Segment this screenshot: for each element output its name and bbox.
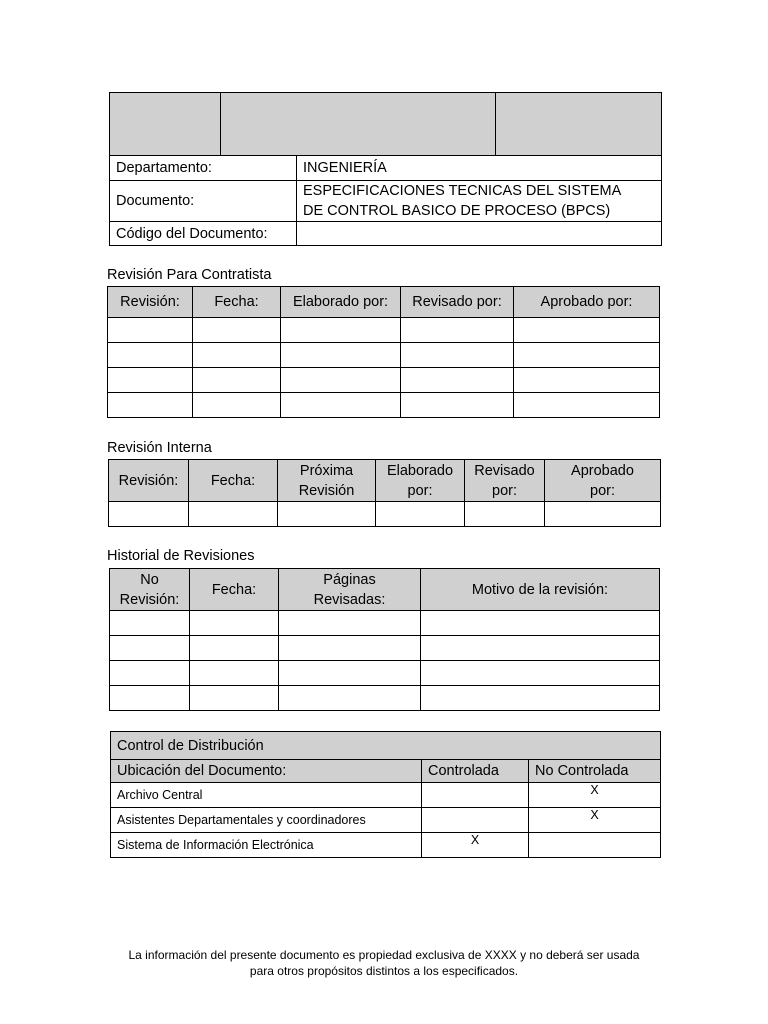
history-title: Historial de Revisiones: [107, 548, 255, 564]
table-row: [109, 502, 661, 527]
column-header: Aprobado por:: [514, 287, 660, 318]
column-header: Ubicación del Documento:: [111, 760, 422, 783]
column-header: Revisión:: [109, 460, 189, 502]
column-header: Aprobado por:: [545, 460, 661, 502]
footer-note: [100, 947, 668, 979]
uncontrolled-cell: [529, 833, 661, 858]
column-header: Elaborado por:: [281, 287, 401, 318]
column-header: Páginas Revisadas:: [279, 569, 421, 611]
column-header: Controlada: [422, 760, 529, 783]
column-header: Revisión:: [108, 287, 193, 318]
controlled-cell: [422, 808, 529, 833]
document-value-line2: DE CONTROL BASICO DE PROCESO (BPCS): [303, 203, 611, 219]
table-row: [110, 611, 660, 636]
location-cell: Archivo Central: [111, 783, 422, 808]
table-row: [108, 393, 660, 418]
logo-cell: [110, 93, 221, 156]
table-row: [108, 343, 660, 368]
document-label: Documento:: [110, 181, 297, 222]
controlled-cell: [422, 783, 529, 808]
footer-line1: La información del presente documento es propiedad exclusiva de XXXX y no deberá ser usada: [128, 948, 640, 962]
department-label: Departamento:: [110, 156, 297, 181]
table-row: [111, 808, 661, 833]
table-row: [110, 686, 660, 711]
column-header: Fecha:: [189, 460, 278, 502]
contractor-revision-title: Revisión Para Contratista: [107, 267, 272, 283]
document-value: [297, 181, 662, 222]
footer-line2: para otros propósitos distintos a los especificados.: [249, 964, 519, 978]
column-header: Revisado por:: [401, 287, 514, 318]
column-header: No Controlada: [529, 760, 661, 783]
code-value: [297, 222, 662, 246]
location-cell: Sistema de Información Electrónica: [111, 833, 422, 858]
column-header: Motivo de la revisión:: [421, 569, 660, 611]
internal-revision-table: [108, 459, 661, 527]
column-header: Elaborado por:: [376, 460, 465, 502]
uncontrolled-cell: X: [529, 783, 661, 808]
document-header-table: [109, 92, 662, 246]
column-header: Próxima Revisión: [278, 460, 376, 502]
uncontrolled-cell: X: [529, 808, 661, 833]
code-label: Código del Documento:: [110, 222, 297, 246]
table-row: [110, 636, 660, 661]
revision-info-cell: [496, 93, 662, 156]
internal-revision-title: Revisión Interna: [107, 440, 212, 456]
contractor-revision-table: [107, 286, 660, 418]
distribution-table: [110, 731, 661, 858]
table-row: [108, 318, 660, 343]
table-row: [110, 661, 660, 686]
history-table: [109, 568, 660, 711]
distribution-title: Control de Distribución: [111, 732, 661, 760]
document-value-line1: ESPECIFICACIONES TECNICAS DEL SISTEMA: [303, 183, 622, 199]
department-value: INGENIERÍA: [297, 156, 662, 181]
controlled-cell: X: [422, 833, 529, 858]
column-header: Fecha:: [190, 569, 279, 611]
location-cell: Asistentes Departamentales y coordinadores: [111, 808, 422, 833]
title-cell: [221, 93, 496, 156]
column-header: Fecha:: [193, 287, 281, 318]
table-row: [111, 783, 661, 808]
column-header: Revisado por:: [465, 460, 545, 502]
table-row: [108, 368, 660, 393]
table-row: [111, 833, 661, 858]
column-header: No Revisión:: [110, 569, 190, 611]
